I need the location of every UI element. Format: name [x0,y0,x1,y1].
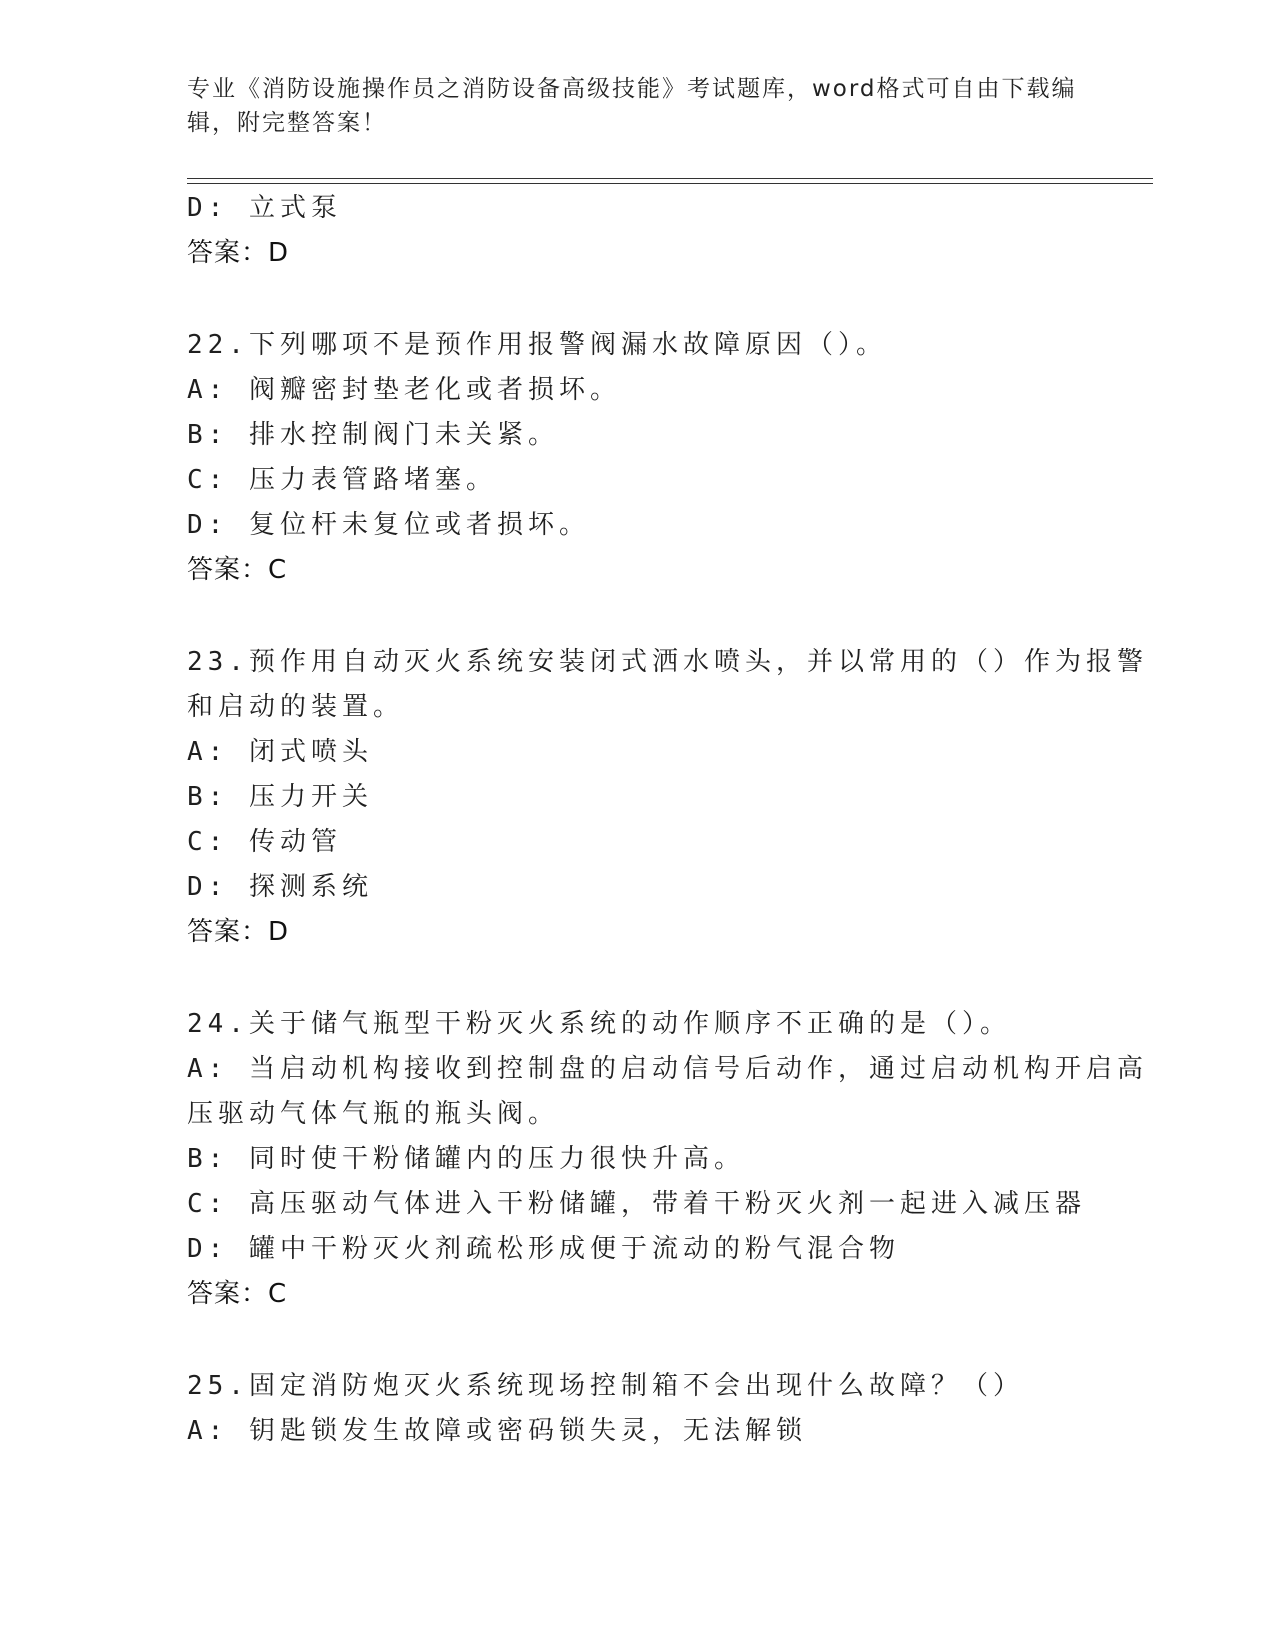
q23-option-a: A: 闭式喷头 [187,737,373,767]
document-header [187,72,1087,140]
q23-stem-line-1: 23.预作用自动灭火系统安装闭式洒水喷头，并以常用的（）作为报警 [187,647,1148,677]
q23-answer: 答案：D [187,917,290,947]
q22-answer: 答案：C [187,555,288,585]
header-divider-bottom [187,183,1153,184]
q21-answer: 答案：D [187,238,290,268]
q24-answer: 答案：C [187,1279,288,1309]
q25-stem: 25.固定消防炮灭火系统现场控制箱不会出现什么故障？（） [187,1371,1024,1401]
q22-option-b: B: 排水控制阀门未关紧。 [187,420,559,450]
q23-option-b: B: 压力开关 [187,782,373,812]
q24-option-c: C: 高压驱动气体进入干粉储罐，带着干粉灭火剂一起进入减压器 [187,1189,1086,1219]
q22-option-a: A: 阀瓣密封垫老化或者损坏。 [187,375,621,405]
q22-stem: 22.下列哪项不是预作用报警阀漏水故障原因（）。 [187,330,887,360]
header-line-2: 辑，附完整答案！ [187,110,387,136]
q24-stem: 24.关于储气瓶型干粉灭火系统的动作顺序不正确的是（）。 [187,1009,1011,1039]
q24-option-a-line-2: 压驱动气体气瓶的瓶头阀。 [187,1099,560,1129]
q24-option-b: B: 同时使干粉储罐内的压力很快升高。 [187,1144,745,1174]
q23-option-c: C: 传动管 [187,827,342,857]
q25-option-a: A: 钥匙锁发生故障或密码锁失灵，无法解锁 [187,1416,807,1446]
q23-option-d: D: 探测系统 [187,872,373,902]
q22-option-d: D: 复位杆未复位或者损坏。 [187,510,590,540]
header-divider-top [187,178,1153,179]
q23-stem-line-2: 和启动的装置。 [187,692,405,722]
q22-option-c: C: 压力表管路堵塞。 [187,465,497,495]
q24-option-a-line-1: A: 当启动机构接收到控制盘的启动信号后动作，通过启动机构开启高 [187,1054,1148,1084]
header-line-1: 专业《消防设施操作员之消防设备高级技能》考试题库，word格式可自由下载编 [187,76,1077,102]
q24-option-d: D: 罐中干粉灭火剂疏松形成便于流动的粉气混合物 [187,1234,900,1264]
q21-option-d: D: 立式泵 [187,193,342,223]
